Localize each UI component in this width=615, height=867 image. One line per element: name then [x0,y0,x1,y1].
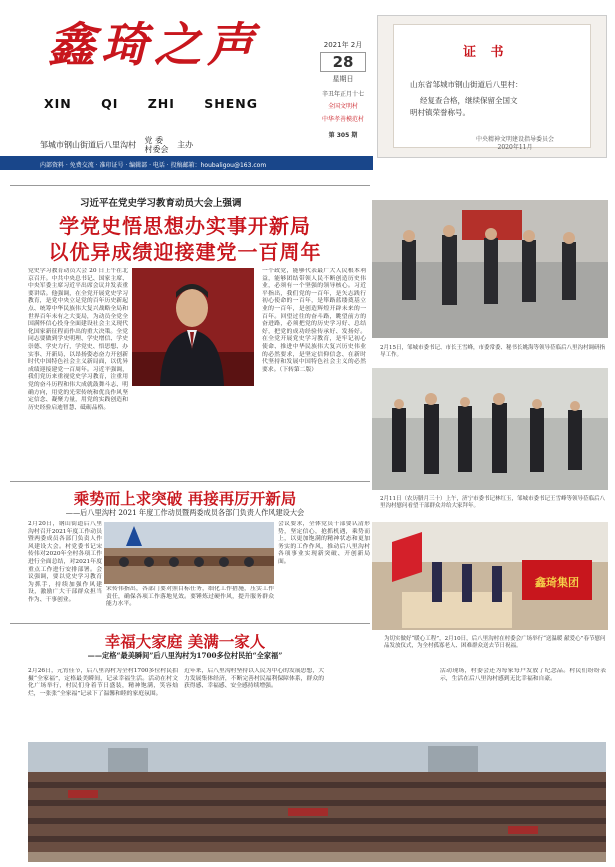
photo-new-year-visit [372,368,608,490]
sponsor-name: 邹城市钢山街道后八里沟村 [40,140,136,150]
photo-charity-event [372,522,608,630]
photo-caption-2: 2月11日（农历腊月三十）上午，济宁市委书记林红玉，邹城市委书记王雪峰等领导莅临后八里沟村慰问看望干部群众并给大家拜年。 [380,496,606,509]
section2-col-1: 2月20日，钢山街道后八里沟村召开2021年度工作动员暨两委成员各部门负责人作风建设大会。村党委书记宋传伟对2020年全村各项工作进行全面总结，对2021年度重点工作进行安排部署。会议强调，要以党史学习教育为抓手，持续加强作风建设，激励广大干部群众担当作为、干事创业。 [28,521,102,603]
lead-photo [132,268,254,386]
section3-col-1: 2月26日，元宵佳节，后八里沟村为全村1700多位村民拍摄“全家福”，定格最美瞬间，记录幸福生活。活动在村文化广场举行，村民们身着节日盛装，精神饱满，笑容灿烂，一张张“全家福”记录下了温馨和睦的家庭氛围。 [28,668,178,697]
photo-inspection-image [372,200,608,338]
photo-inspection [372,200,608,338]
sponsor-committee: 村委会 [144,145,169,154]
date-box [316,40,370,139]
sponsor-line [40,136,193,154]
section2-subtitle: ——后八里沟村 2021 年度工作动员暨两委成员各部门负责人作风建设大会 [65,508,305,517]
photo-caption-1: 2月15日，邹城市委书记、市长王雪峰，市委常委、秘书长姚海等领导莅临后八里沟村调研指导工作。 [380,345,606,358]
section3-subtitle: ——定格“最美瞬间”后八里沟村为1700多位村民拍“全家福” [87,651,283,660]
lead-headline-2: 以优异成绩迎接建党一百周年 [48,240,322,264]
section2-col-2: 宋传伟指出，各部门要对照目标任务，细化工作措施，压实工作责任，确保各项工作落地见效。要锤炼过硬作风，提升服务群众能力水平。 [106,586,274,608]
issue-day: 28 [320,52,366,72]
certificate-line-3: 明村镇荣誉称号。 [410,108,470,117]
meeting-photo [104,522,274,584]
lunar-date: 辛丑年正月十七 [321,91,364,98]
info-bar [0,156,373,170]
charity-banner-text: 鑫琦集团 [535,576,579,589]
sponsor-party: 党 委 [144,136,164,145]
honor-2: 中华孝善模范村 [321,116,364,123]
divider [10,623,370,624]
section3-col-3: 活动现场，村委会还为每家每户发放了纪念品。村民们纷纷表示，生活在后八里沟村感到无比幸福和自豪。 [440,668,606,682]
certificate-line-2: 经复查合格，继续保留全国文 [420,96,518,105]
section2-title: 乘势而上求突破 再接再厉开新局 [73,490,297,508]
photo-new-year-visit-image [372,368,608,490]
photo-caption-3: 为切实做好“暖心工程”，2月10日，后八里沟村在村委会广场举行“送温暖 献爱心”春节慰问品发放仪式，为全村孤寡老人、困难群众送去节日祝福。 [384,636,606,649]
issue-month: 2021年 2月 [323,41,363,49]
sponsor-suffix: 主办 [177,140,194,150]
lead-headline-1: 学党史悟思想办实事开新局 [59,214,311,238]
info-bar-text: 内部资料 · 免费交流 · 准印证号 · 编辑部 · 电话 · 投稿邮箱：houbaligou@163.com [40,162,267,169]
divider [10,185,370,186]
group-family-photo-image [28,742,606,862]
section3-col-2: 近年来，后八里沟村坚持以人民为中心的发展思想，大力发展集体经济，不断完善村民福利保障体系，群众的获得感、幸福感、安全感持续增强。 [184,668,324,690]
issue-weekday: 星期日 [332,75,354,83]
section2-col-3: 会议要求，全体党员干部要认清形势，坚定信心，抢抓机遇，乘势而上，以更加饱满的精神状态和更加务实的工作作风，推动后八里沟村各项事业实现新突破、开创新局面。 [278,521,370,565]
lead-body-col-2: 一个政党，能够代表最广大人民根本利益，能够团结带领人民不断创造历史伟业，必须有一个坚强的领导核心。习近平指出，我们党的一百年，是矢志践行初心使命的一百年，是筚路蓝缕奠基立业的一百年，是创造辉煌开辟未来的一百年。回望过往的奋斗路，眺望前方的奋进路，必须把党的历史学习好、总结好，把党的成功经验传承好、发扬好。在全党开展党史学习教育，是牢记初心使命、推进中华民族伟大复兴历史伟业的必然要求，是坚定信仰信念、在新时代坚持和发展中国特色社会主义的必然要求。（下转第二版） [262,268,366,373]
divider [10,481,370,482]
lead-topic: 习近平在党史学习教育动员大会上强调 [80,198,242,209]
certificate-line-1: 山东省邹城市钢山街道后八里村： [410,80,523,89]
lead-body-col-1: 党史学习教育动员大会 20 日上午在北京召开。中共中央总书记、国家主席、中央军委主席习近平出席会议并发表重要讲话。他强调，在全党开展党史学习教育，是党中央立足党的百年历史新起点、统筹中华民族伟大复兴战略全局和世界百年未有之大变局，为动员全党全国满怀信心投身全面建设社会主义现代化国家新征程而作出的重大决策。全党同志要做到学史明理、学史增信、学史崇德、学史力行，学党史、悟思想、办实事、开新局，以昂扬姿态奋力开创新时代中国特色社会主义新局面，以优异成绩迎接建党一百周年。习近平强调，我们党历来重视党史学习教育，注重用党的奋斗历程和伟大成就鼓舞斗志、明确方向，用党的光荣传统和优良作风坚定信念、凝聚力量，用党的实践创造和历史经验启迪智慧、砥砺品格。 [28,268,128,411]
portrait-illustration [132,268,254,386]
photo-charity-event-image [372,522,608,630]
group-family-photo [28,742,606,862]
certificate-date: 2020年11月 [497,144,533,151]
certificate-title: 证 书 [463,45,509,60]
honor-1: 全国文明村 [327,103,358,110]
masthead-pinyin: XIN QI ZHI SHENG [44,96,258,111]
certificate-issuer: 中央精神文明建设指导委员会 [475,136,554,143]
section3-title: 幸福大家庭 美满一家人 [104,633,266,651]
issue-number: 第 305 期 [328,132,358,139]
newspaper-logo: 鑫琦之声 [48,18,260,73]
meeting-photo-image [104,522,274,584]
